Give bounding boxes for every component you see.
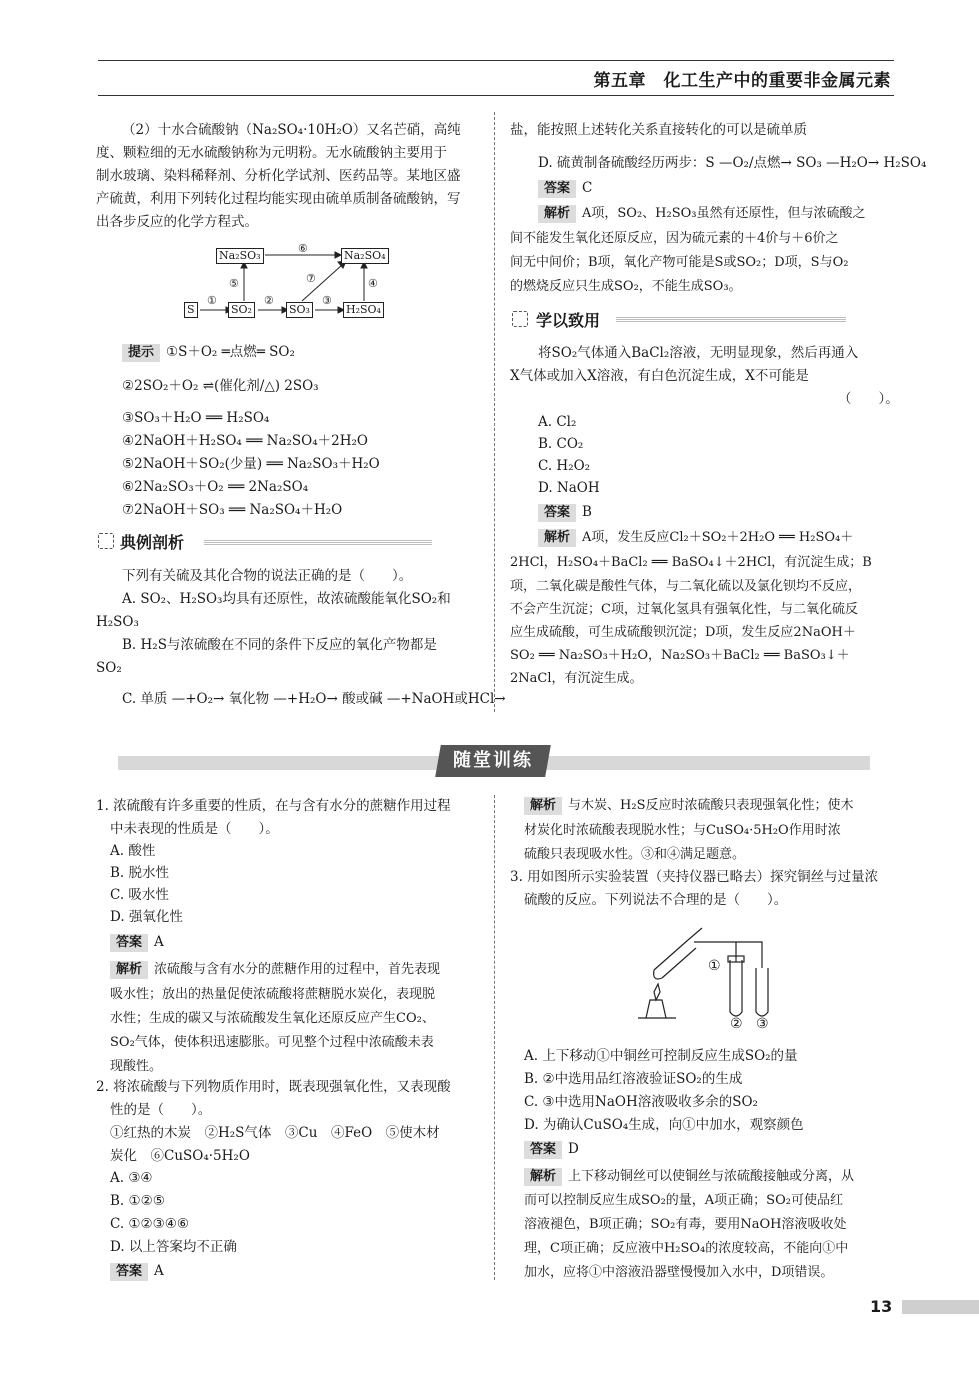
intro-line: （2）十水合硫酸钠（Na₂SO₄·10H₂O）又名芒硝，高纯 (122, 122, 461, 138)
section-icon (98, 533, 114, 549)
option-item: D. NaOH (538, 480, 600, 496)
node-H2SO4: H₂SO₄ (343, 302, 384, 318)
band-title (435, 745, 551, 777)
answer-tag: 答案 (538, 180, 576, 198)
hint-tag: 提示 (122, 344, 160, 362)
question-line: 下列有关硫及其化合物的说法正确的是（ ）。 (122, 568, 413, 584)
analysis-line: 溶液褪色，B项正确；SO₂有毒，要用NaOH溶液吸收处 (524, 1217, 847, 1232)
analysis-line: 理，C项正确；反应液中H₂SO₄的浓度较高，不能向①中 (524, 1241, 849, 1256)
question-line: 硫酸的反应。下列说法不合理的是（ ）。 (524, 892, 788, 908)
option-item: B. ②中选用品红溶液验证SO₂的生成 (524, 1071, 743, 1087)
answer-tag: 答案 (524, 1141, 562, 1159)
option-item: D. 为确认CuSO₄生成，向①中加水，观察颜色 (524, 1117, 804, 1133)
question-line: 将SO₂气体通入BaCl₂溶液，无明显现象，然后再通入 (538, 345, 859, 361)
question-line: ①红热的木炭 ②H₂S气体 ③Cu ④FeO ⑤使木材 (110, 1125, 440, 1141)
hint-line: ⑥2Na₂SO₃＋O₂ ══ 2Na₂SO₄ (122, 479, 309, 495)
analysis-line: 间不能发生氧化还原反应，因为硫元素的＋4价与＋6价之 (510, 231, 839, 246)
question-line: SO₂ (96, 660, 122, 676)
apparatus-label-3: ③ (756, 1016, 769, 1032)
analysis-line: 现酸性。 (110, 1059, 163, 1074)
analysis-line: SO₂气体，使体积迅速膨胀。可见整个过程中浓硫酸未表 (110, 1035, 434, 1050)
analysis-line: 的燃烧反应只生成SO₂，不能生成SO₃。 (510, 279, 742, 294)
intro-line: 度、颗粒细的无水硫酸钠称为元明粉。无水硫酸钠主要用于 (96, 145, 447, 161)
text-line: 盐，能按照上述转化关系直接转化的可以是硫单质 (510, 122, 807, 138)
text-line: D. 硫黄制备硫酸经历两步：S —O₂/点燃→ SO₃ —H₂O→ H₂SO₄ (538, 155, 927, 171)
analysis-text: 浓硫酸与含有水分的蔗糖作用的过程中，首先表现 (154, 962, 441, 977)
hint-line (122, 342, 295, 362)
answer-tag: 答案 (538, 504, 576, 522)
hint-line: ⑤2NaOH＋SO₂(少量) ══ Na₂SO₃＋H₂O (122, 456, 380, 472)
question-line: （ ）。 (838, 391, 899, 407)
question-line: B. H₂S与浓硫酸在不同的条件下反应的氧化产物都是 (122, 637, 437, 653)
step-label-4: ④ (368, 277, 378, 290)
apparatus-label-2: ② (730, 1016, 743, 1032)
answer-line (524, 1139, 579, 1159)
answer-value: C (582, 180, 593, 196)
node-S: S (184, 302, 198, 318)
analysis-line: 加水，应将①中溶液沿器壁慢慢加入水中，D项错误。 (524, 1265, 834, 1280)
section-title: 学以致用 (536, 311, 601, 330)
option-item: C. ①②③④⑥ (110, 1216, 189, 1232)
node-SO3: SO₃ (286, 302, 313, 318)
answer-value: A (154, 934, 164, 950)
analysis-line (524, 1167, 854, 1187)
hint-line: ②2SO₂＋O₂ ⇌(催化剂/△) 2SO₃ (122, 378, 319, 394)
analysis-tag: 解析 (524, 1168, 562, 1186)
question-line: X气体或加入X溶液，有白色沉淀生成，X不可能是 (510, 368, 809, 384)
option-item: D. 强氧化性 (110, 909, 183, 925)
answer-line (538, 502, 592, 522)
option-item: A. Cl₂ (538, 414, 577, 430)
option-item: C. ③中选用NaOH溶液吸收多余的SO₂ (524, 1094, 758, 1110)
question-line: 炭化 ⑥CuSO₄·5H₂O (110, 1148, 250, 1164)
option-item: B. ①②⑤ (110, 1193, 165, 1209)
analysis-tag: 解析 (110, 961, 148, 979)
option-item: A. ③④ (110, 1170, 153, 1186)
analysis-line: SO₂ ══ Na₂SO₃＋H₂O，Na₂SO₃＋BaCl₂ ══ BaSO₃↓＋ (510, 648, 850, 663)
analysis-line: 间无中间价；B项，氧化产物可能是S或SO₂；D项，S与O₂ (510, 255, 849, 270)
answer-value: A (154, 1263, 164, 1279)
question-line: 性的是（ ）。 (110, 1102, 212, 1118)
analysis-line: 材炭化时浓硫酸表现脱水性；与CuSO₄·5H₂O作用时浓 (524, 823, 841, 838)
analysis-text: 与木炭、H₂S反应时浓硫酸只表现强氧化性；使木 (568, 798, 854, 813)
analysis-line (524, 796, 853, 816)
option-item: A. 酸性 (110, 843, 156, 859)
analysis-tag: 解析 (538, 529, 576, 547)
analysis-line: 2HCl，H₂SO₄＋BaCl₂ ══ BaSO₄↓＋2HCl，有沉淀生成；B (510, 555, 872, 570)
step-label-3: ③ (322, 294, 332, 307)
question-line: 1. 浓硫酸有许多重要的性质，在与含有水分的蔗糖作用过程 (96, 798, 451, 814)
question-line: C. 单质 —+O₂→ 氧化物 —+H₂O→ 酸或碱 —+NaOH或HCl→ (122, 691, 506, 707)
option-item: B. 脱水性 (110, 865, 170, 881)
intro-line: 制水玻璃、染料稀释剂、分析化学试剂、医药品等。某地区盛 (96, 168, 461, 184)
option-item: B. CO₂ (538, 436, 584, 452)
answer-tag: 答案 (110, 934, 148, 952)
analysis-line: 水性；生成的碳又与浓硫酸发生氧化还原反应产生CO₂、 (110, 1011, 435, 1026)
analysis-line: 项，二氧化碳是酸性气体，与二氧化硫以及氯化钡均不反应， (510, 579, 862, 594)
answer-value: D (568, 1141, 579, 1157)
page-bar (902, 1300, 979, 1314)
analysis-line: 不会产生沉淀；C项，过氧化氢具有强氧化性，与二氧化硫反 (510, 602, 858, 617)
step-label-2: ② (264, 294, 274, 307)
question-line: A. SO₂、H₂SO₃均具有还原性，故浓硫酸能氧化SO₂和 (122, 591, 451, 607)
question-line: H₂SO₃ (96, 614, 139, 630)
answer-line (110, 932, 164, 952)
analysis-line: 而可以控制反应生成SO₂的量，A项正确；SO₂可使品红 (524, 1193, 843, 1208)
option-item: C. H₂O₂ (538, 458, 591, 474)
header-rule-bottom (98, 95, 894, 96)
section-icon (512, 311, 528, 327)
question-line: 3. 用如图所示实验装置（夹持仪器已略去）探究铜丝与过量浓 (510, 869, 879, 885)
analysis-line (110, 960, 440, 980)
analysis-tag: 解析 (538, 205, 576, 223)
question-line: 2. 将浓硫酸与下列物质作用时，既表现强氧化性，又表现酸 (96, 1079, 451, 1095)
analysis-line (538, 204, 866, 224)
band-title-text: 随堂训练 (453, 750, 533, 771)
section-rule (616, 317, 846, 322)
node-SO2: SO₂ (228, 302, 255, 318)
step-label-1: ① (207, 294, 217, 307)
option-item: C. 吸水性 (110, 887, 169, 903)
answer-line (110, 1261, 164, 1281)
answer-tag: 答案 (110, 1263, 148, 1281)
apparatus-label-1: ① (708, 958, 721, 974)
section-title: 典例剖析 (120, 533, 185, 552)
option-item: A. 上下移动①中铜丝可控制反应生成SO₂的量 (524, 1048, 798, 1064)
hint-text: ①S＋O₂ ═点燃═ SO₂ (166, 344, 295, 360)
step-label-5: ⑤ (229, 277, 239, 290)
chapter-title: 第五章 化工生产中的重要非金属元素 (593, 71, 891, 91)
analysis-text: A项，SO₂、H₂SO₃虽然有还原性，但与浓硫酸之 (582, 206, 866, 221)
analysis-line: 2NaCl，有沉淀生成。 (510, 671, 643, 686)
hint-line: ⑦2NaOH＋SO₃ ══ Na₂SO₄＋H₂O (122, 502, 343, 518)
step-label-6: ⑥ (298, 242, 308, 255)
analysis-tag: 解析 (524, 797, 562, 815)
column-separator-top (494, 112, 495, 712)
hint-line: ③SO₃＋H₂O ══ H₂SO₄ (122, 410, 270, 426)
intro-line: 产硫黄，利用下列转化过程均能实现由硫单质制备硫酸钠，写 (96, 191, 461, 207)
node-Na2SO4: Na₂SO₄ (341, 248, 389, 264)
option-item: D. 以上答案均不正确 (110, 1239, 237, 1255)
step-label-7: ⑦ (306, 272, 316, 285)
node-Na2SO3: Na₂SO₃ (216, 248, 264, 264)
analysis-line: 应生成硫酸，可生成硫酸钡沉淀；D项，发生反应2NaOH＋ (510, 625, 856, 640)
analysis-line (538, 528, 853, 548)
analysis-line: 吸水性；放出的热量促使浓硫酸将蔗糖脱水炭化，表现脱 (110, 987, 436, 1002)
analysis-line: 硫酸只表现吸水性。③和④满足题意。 (524, 847, 746, 862)
header-rule-top (98, 60, 894, 61)
intro-line: 出各步反应的化学方程式。 (96, 214, 258, 230)
answer-line (538, 178, 592, 198)
analysis-text: 上下移动铜丝可以使铜丝与浓硫酸接触或分离，从 (568, 1169, 855, 1184)
column-separator-bottom (494, 795, 495, 1280)
question-line: 中未表现的性质是（ ）。 (110, 821, 279, 837)
section-rule (204, 540, 432, 545)
page-number: 13 (870, 1297, 893, 1316)
answer-value: B (582, 504, 592, 520)
hint-line: ④2NaOH＋H₂SO₄ ══ Na₂SO₄＋2H₂O (122, 433, 368, 449)
analysis-text: A项，发生反应Cl₂＋SO₂＋2H₂O ══ H₂SO₄＋ (582, 530, 854, 545)
